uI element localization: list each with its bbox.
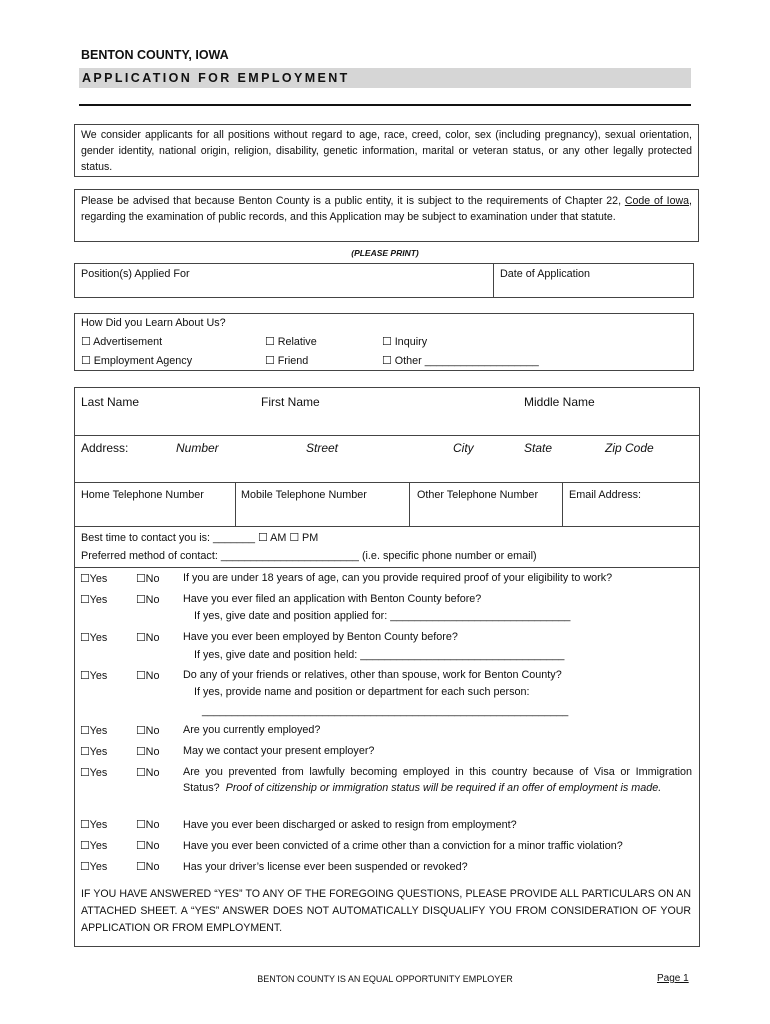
- option-relative[interactable]: [265, 335, 317, 348]
- checkbox-icon[interactable]: ☐: [265, 336, 275, 348]
- q7-yes-checkbox[interactable]: ☐Yes: [80, 767, 108, 779]
- learn-about-us-box: [74, 313, 694, 371]
- cell-divider: [409, 482, 410, 526]
- row-divider: [75, 435, 699, 436]
- position-date-box: [74, 263, 694, 298]
- option-inquiry[interactable]: [382, 335, 427, 348]
- option-employment-agency[interactable]: [81, 354, 192, 367]
- q7-no-checkbox[interactable]: ☐No: [136, 767, 160, 779]
- option-label: Employment Agency: [93, 355, 193, 367]
- please-print-label: (PLEASE PRINT): [351, 248, 419, 258]
- q9-no-checkbox[interactable]: ☐No: [136, 840, 160, 852]
- option-friend[interactable]: [265, 354, 308, 367]
- q1-text: If you are under 18 years of age, can you provide required proof of your eligibility to work?: [183, 572, 613, 584]
- address-number-label: Number: [176, 441, 219, 455]
- q8-no-checkbox[interactable]: ☐No: [136, 819, 160, 831]
- q5-no-checkbox[interactable]: ☐No: [136, 725, 160, 737]
- q3-followup[interactable]: If yes, give date and position held: __________________________________: [194, 649, 565, 661]
- cell-divider: [562, 482, 563, 526]
- address-zip-label: Zip Code: [605, 441, 654, 455]
- form-title: APPLICATION FOR EMPLOYMENT: [82, 71, 350, 85]
- q2-no-checkbox[interactable]: ☐No: [136, 594, 160, 606]
- email-field[interactable]: Email Address:: [569, 489, 642, 501]
- county-heading: BENTON COUNTY, IOWA: [81, 48, 229, 62]
- q4-followup: If yes, provide name and position or department for each such person:: [194, 686, 530, 698]
- option-label: Friend: [277, 355, 309, 367]
- q8-yes-checkbox[interactable]: ☐Yes: [80, 819, 108, 831]
- row-divider: [75, 526, 699, 527]
- checkbox-icon[interactable]: ☐: [382, 336, 392, 348]
- option-label: Other ___________________: [394, 355, 539, 367]
- q3-yes-checkbox[interactable]: ☐Yes: [80, 632, 108, 644]
- checkbox-icon[interactable]: ☐: [81, 355, 91, 367]
- q9-text: Have you ever been convicted of a crime other than a conviction for a minor traffic violation?: [183, 840, 623, 852]
- title-bar: [79, 68, 691, 88]
- public-records-text-2: , regarding the examination of public records, and this Application may be subject to examination under that statute.: [81, 195, 692, 223]
- q1-no-checkbox[interactable]: ☐No: [136, 573, 160, 585]
- date-of-application-field[interactable]: Date of Application: [500, 268, 591, 280]
- best-time-to-contact[interactable]: Best time to contact you is: _______ ☐ AM ☐ PM: [81, 532, 319, 544]
- q2-followup[interactable]: If yes, give date and position applied for: ______________________________: [194, 610, 571, 622]
- other-phone-field[interactable]: Other Telephone Number: [417, 489, 539, 501]
- q10-no-checkbox[interactable]: ☐No: [136, 861, 160, 873]
- checkbox-icon[interactable]: ☐: [81, 336, 91, 348]
- q4-text: Do any of your friends or relatives, other than spouse, work for Benton County?: [183, 669, 562, 681]
- q5-yes-checkbox[interactable]: ☐Yes: [80, 725, 108, 737]
- address-city-label: City: [453, 441, 474, 455]
- q3-no-checkbox[interactable]: ☐No: [136, 632, 160, 644]
- public-records-text-1: Please be advised that because Benton County is a public entity, it is subject to the requirements of Chapter 22,: [81, 195, 625, 207]
- option-label: Advertisement: [93, 336, 163, 348]
- row-divider: [75, 567, 699, 568]
- q2-text: Have you ever filed an application with Benton County before?: [183, 593, 482, 605]
- cell-divider: [235, 482, 236, 526]
- code-of-iowa-link: Code of Iowa: [624, 195, 690, 207]
- checkbox-icon[interactable]: ☐: [382, 355, 392, 367]
- public-records-notice: [74, 189, 699, 242]
- option-advertisement[interactable]: [81, 335, 162, 348]
- first-name-field[interactable]: First Name: [261, 395, 320, 409]
- preferred-contact-method[interactable]: Preferred method of contact: _______________________ (i.e. specific phone number or email): [81, 550, 537, 562]
- middle-name-field[interactable]: Middle Name: [524, 395, 595, 409]
- address-state-label: State: [524, 441, 553, 455]
- checkbox-icon[interactable]: ☐: [265, 355, 275, 367]
- position-divider: [493, 264, 494, 297]
- option-label: Relative: [277, 336, 317, 348]
- page-number: Page 1: [657, 973, 689, 984]
- title-rule: [79, 104, 691, 106]
- q1-yes-checkbox[interactable]: ☐Yes: [80, 573, 108, 585]
- closing-statement: IF YOU HAVE ANSWERED “YES” TO ANY OF THE FOREGOING QUESTIONS, PLEASE PROVIDE ALL PARTICULARS ON AN ATTACHED SHEET. A “YES” ANSWER DOES NOT AUTOMATICALLY DISQUALIFY YOU FROM CONSIDERATION OF YOUR APPLICATION OR FROM EMPLOYMENT.: [81, 888, 691, 934]
- q7-text: [183, 764, 692, 796]
- address-field[interactable]: Address:: [81, 441, 129, 455]
- q6-no-checkbox[interactable]: ☐No: [136, 746, 160, 758]
- q3-text: Have you ever been employed by Benton County before?: [183, 631, 458, 643]
- q4-answer-line[interactable]: _____________________________________________________________: [202, 705, 569, 717]
- q7-note: Proof of citizenship or immigration status will be required if an offer of employment is made.: [225, 782, 662, 794]
- q7-question: Are you prevented from lawfully becoming employed in this country because of Visa or Immigration Status?: [183, 766, 692, 794]
- footer-eoe: BENTON COUNTY IS AN EQUAL OPPORTUNITY EMPLOYER: [257, 974, 513, 984]
- q6-text: May we contact your present employer?: [183, 745, 375, 757]
- equal-opportunity-notice: [74, 124, 699, 177]
- option-other[interactable]: [382, 354, 539, 367]
- applicant-info-table: [74, 387, 700, 947]
- q10-text: Has your driver’s license ever been suspended or revoked?: [183, 861, 468, 873]
- q9-yes-checkbox[interactable]: ☐Yes: [80, 840, 108, 852]
- address-street-label: Street: [306, 441, 339, 455]
- option-label: Inquiry: [394, 336, 428, 348]
- last-name-field[interactable]: Last Name: [81, 395, 140, 409]
- q6-yes-checkbox[interactable]: ☐Yes: [80, 746, 108, 758]
- q8-text: Have you ever been discharged or asked to resign from employment?: [183, 819, 517, 831]
- row-divider: [75, 482, 699, 483]
- q2-yes-checkbox[interactable]: ☐Yes: [80, 594, 108, 606]
- q4-no-checkbox[interactable]: ☐No: [136, 670, 160, 682]
- q5-text: Are you currently employed?: [183, 724, 321, 736]
- q4-yes-checkbox[interactable]: ☐Yes: [80, 670, 108, 682]
- mobile-phone-field[interactable]: Mobile Telephone Number: [241, 489, 367, 501]
- q10-yes-checkbox[interactable]: ☐Yes: [80, 861, 108, 873]
- position-applied-field[interactable]: Position(s) Applied For: [81, 268, 190, 280]
- learn-about-us-title: How Did you Learn About Us?: [81, 317, 226, 329]
- home-phone-field[interactable]: Home Telephone Number: [81, 489, 204, 501]
- equal-opportunity-text: We consider applicants for all positions without regard to age, race, creed, color, sex (including pregnancy), sexual orientation, gender identity, national origin, religion, disability, genetic information, marital or veteran status, or any other legally protected status.: [81, 129, 692, 173]
